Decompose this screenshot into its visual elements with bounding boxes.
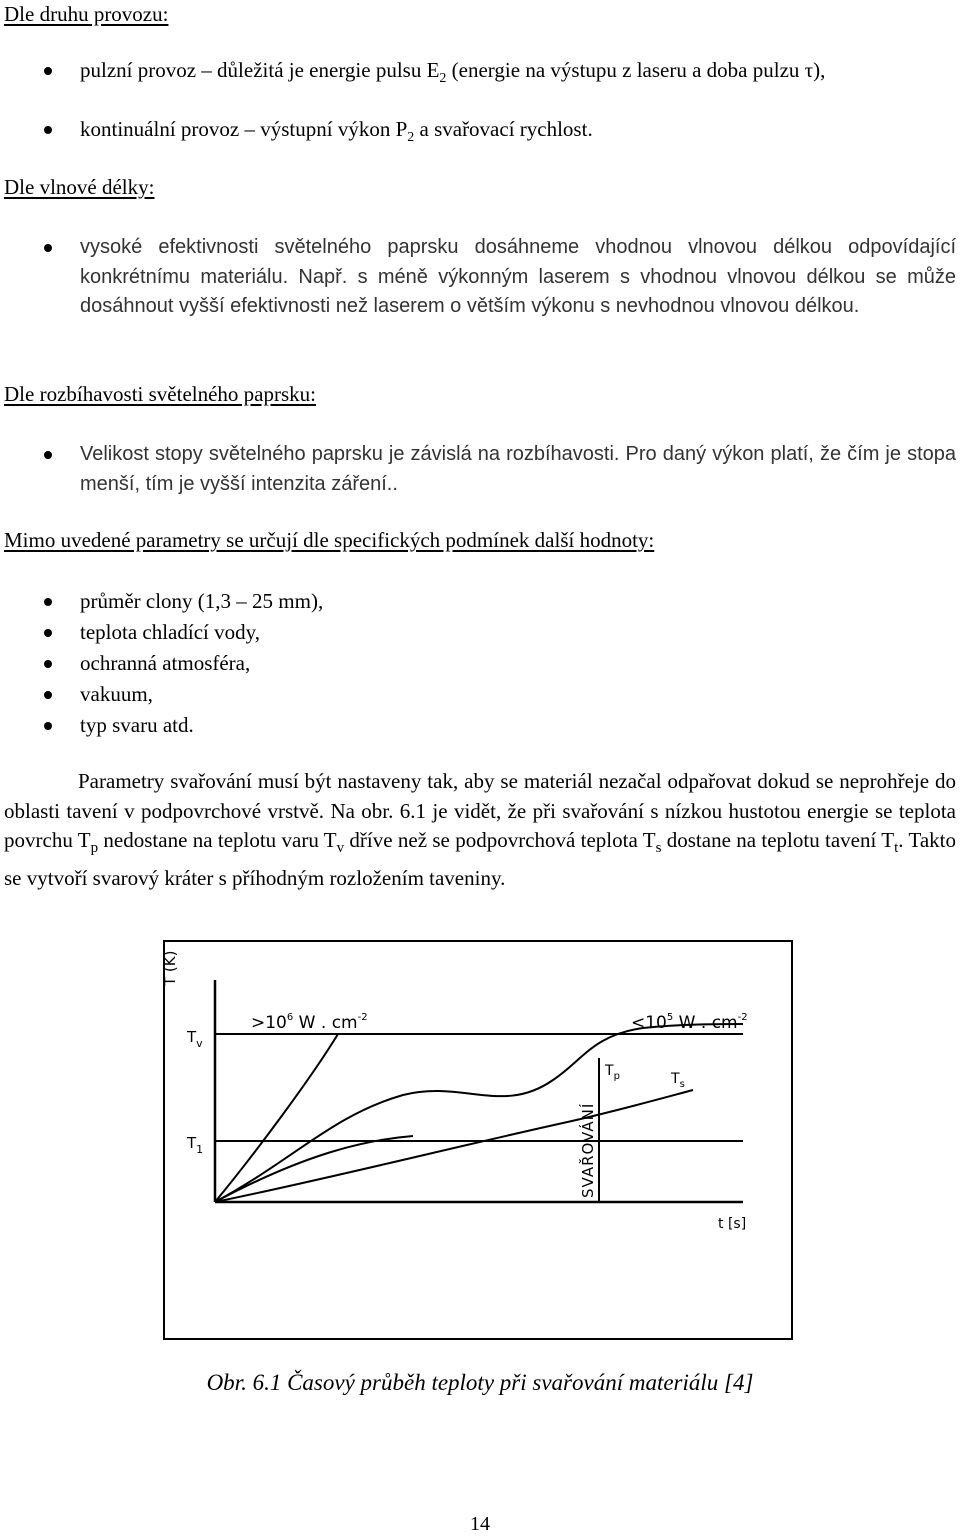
low-energy-label: $<10^5$ W . $cm^{-2}$ <box>631 1012 748 1033</box>
tv-label: $T_v$ <box>187 1028 203 1050</box>
bullet-icon <box>44 451 52 459</box>
bullet-text: teplota chladící vody, <box>80 620 260 644</box>
bullet-icon <box>44 722 52 730</box>
high-energy-surface-curve <box>215 1034 338 1202</box>
section-heading-provoz: Dle druhu provozu: <box>4 2 169 26</box>
bullet-icon <box>44 598 52 606</box>
section-heading-rozbihavost: Dle rozbíhavosti světelného paprsku: <box>4 382 317 406</box>
section-heading-mimo: Mimo uvedené parametry se určují dle specifických podmínek další hodnoty: <box>4 528 655 552</box>
x-axis-label: t [s] <box>718 1216 747 1232</box>
bullet-text: Velikost stopy světelného paprsku je závislá na rozbíhavosti. Pro daný výkon platí, že čím je stopa menší, tím je vyšší intenzita záření.. <box>80 443 956 495</box>
figure-caption: Obr. 6.1 Časový průběh teploty při svařování materiálu [4] <box>206 1370 754 1395</box>
bullet-text: typ svaru atd. <box>80 713 194 737</box>
high-energy-label: $>10^6$ W . $cm^{-2}$ <box>251 1012 368 1033</box>
t1-label: $T_1$ <box>187 1134 204 1156</box>
bullet-text: vakuum, <box>80 682 153 706</box>
temperature-diagram <box>163 940 793 1340</box>
page-number: 14 <box>470 1513 490 1535</box>
section-heading-vlnova: Dle vlnové délky: <box>4 175 155 199</box>
surface-temperature-curve <box>215 1024 743 1202</box>
bullet-text: průměr clony (1,3 – 25 mm), <box>80 589 324 613</box>
bullet-icon <box>44 629 52 637</box>
bullet-text: pulzní provoz – důležitá je energie pulsu $E_2$ (energie na výstupu z laseru a doba pulzu τ), <box>80 58 826 87</box>
bullet-text: kontinuální provoz – výstupní výkon $P_2$ a svařovací rychlost. <box>80 117 593 146</box>
bullet-icon <box>44 691 52 699</box>
ts-label: $T_s$ <box>671 1071 685 1090</box>
body-paragraph: Parametry svařování musí být nastaveny tak, aby se materiál nezačal odpařovat dokud se neprohřeje do oblasti tavení v podpovrchové vrstvě. Na obr. 6.1 je vidět, že při svařování s nízkou hustotou energie se teplota povrchu $T_p$ nedostane na teplotu varu $T_v$ dříve než se podpovrchová teplota $T_s$ dostane na teplotu tavení $T_t$. Takto se vytvoří svarový kráter s příhodným rozložením taveniny. <box>4 769 956 890</box>
bullet-text: ochranná atmosféra, <box>80 651 251 675</box>
bullet-icon <box>44 126 52 134</box>
tp-label: $T_p$ <box>605 1063 620 1082</box>
subsurface-temperature-curve <box>215 1090 693 1202</box>
bullet-icon <box>44 244 52 252</box>
y-axis-label: T (K) <box>161 950 179 986</box>
welding-region-label: SVAŘOVÁNÍ <box>579 1102 597 1198</box>
bullet-icon <box>44 67 52 75</box>
bullet-icon <box>44 660 52 668</box>
bullet-text: vysoké efektivnosti světelného paprsku dosáhneme vhodnou vlnovou délkou odpovídající konkrétnímu materiálu. Např. s méně výkonným laserem s vhodnou vlnovou délkou se může dosáhnout vyšší efektivnosti než laserem o větším výkonu s nevhodnou vlnovou délkou. <box>80 236 956 317</box>
high-energy-subsurface-curve <box>215 1136 413 1202</box>
